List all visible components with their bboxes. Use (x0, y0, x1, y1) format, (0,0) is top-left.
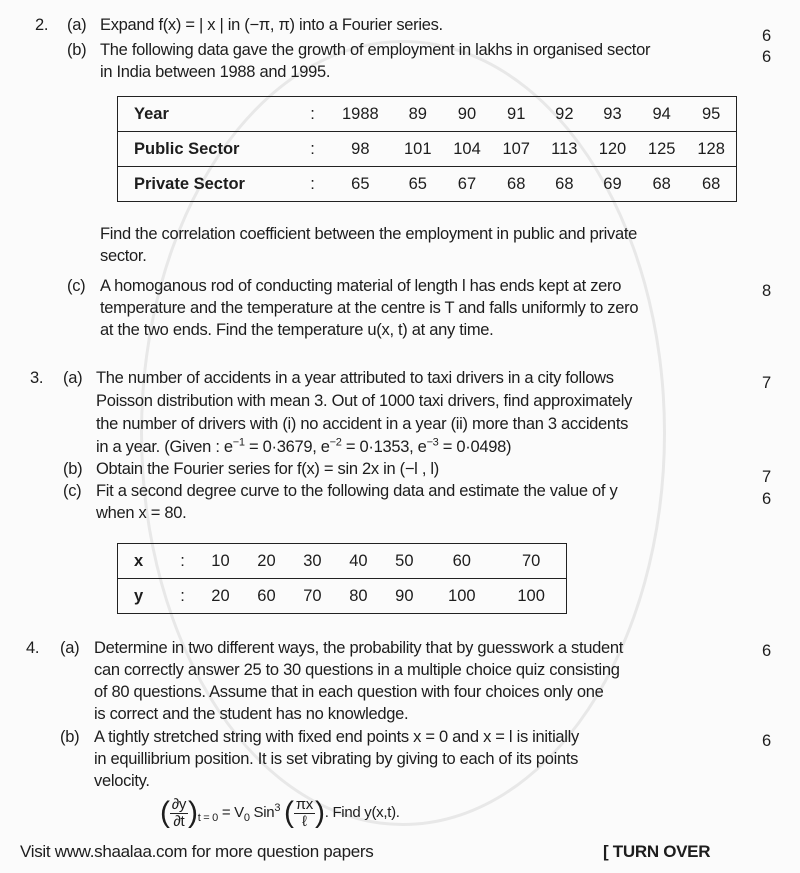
subpart-label: (c) (67, 277, 86, 295)
cell: 67 (442, 167, 491, 202)
cell: 100 (496, 579, 566, 614)
cell: 125 (637, 132, 686, 167)
row-label: x (118, 544, 168, 579)
cell: 60 (243, 579, 289, 614)
employment-table (117, 96, 737, 202)
question-number: 3. (30, 369, 44, 387)
subpart-label: (c) (63, 482, 82, 500)
cell: 90 (442, 97, 491, 132)
row-label: Year (118, 97, 298, 132)
question-text: can correctly answer 25 to 30 questions in a multiple choice quiz consisting (94, 661, 620, 679)
row-label: y (118, 579, 168, 614)
separator: : (298, 167, 328, 202)
xy-data-table (117, 543, 567, 614)
question-text: Find the correlation coefficient between the employment in public and private (100, 225, 638, 243)
marks: 7 (762, 374, 772, 392)
cell: 68 (686, 167, 736, 202)
question-text: in a year. (Given : $e^{-1} = 0\cdot 3679$, $e^{-2} = 0\cdot 1353$, $e^{-3} = 0\cdot 0498$) (96, 436, 512, 456)
subpart-label: (b) (67, 41, 87, 59)
cell: 93 (588, 97, 637, 132)
cell: 40 (335, 544, 381, 579)
subpart-label: (b) (63, 460, 83, 478)
question-text: in equillibrium position. It is set vibrating by giving to each of its points (94, 750, 579, 768)
cell: 69 (588, 167, 637, 202)
separator: : (298, 132, 328, 167)
cell: 20 (198, 579, 244, 614)
question-text: velocity. (94, 772, 150, 790)
question-text: in India between 1988 and 1995. (100, 63, 331, 81)
cell: 90 (381, 579, 427, 614)
marks: 6 (762, 48, 772, 66)
cell: 70 (496, 544, 566, 579)
cell: 1988 (328, 97, 394, 132)
subpart-label: (b) (60, 728, 80, 746)
cell: 91 (492, 97, 541, 132)
cell: 128 (686, 132, 736, 167)
cell: 65 (328, 167, 394, 202)
question-text: Poisson distribution with mean 3. Out of 1000 taxi drivers, find approximately (96, 392, 633, 410)
cell: 60 (427, 544, 496, 579)
cell: 94 (637, 97, 686, 132)
marks: 6 (762, 490, 772, 508)
marks: 8 (762, 282, 772, 300)
question-text: Determine in two different ways, the probability that by guesswork a student (94, 639, 624, 657)
cell: 65 (393, 167, 442, 202)
separator: : (168, 579, 198, 614)
cell: 104 (442, 132, 491, 167)
question-text: The following data gave the growth of employment in lakhs in organised sector (100, 41, 651, 59)
cell: 89 (393, 97, 442, 132)
cell: 80 (335, 579, 381, 614)
question-text: at the two ends. Find the temperature u(x, t) at any time. (100, 321, 494, 339)
cell: 92 (541, 97, 588, 132)
question-text: A homoganous rod of conducting material of length l has ends kept at zero (100, 277, 622, 295)
question-text: is correct and the student has no knowledge. (94, 705, 409, 723)
cell: 113 (541, 132, 588, 167)
row-label: Private Sector (118, 167, 298, 202)
question-text: The number of accidents in a year attributed to taxi drivers in a city follows (96, 369, 614, 387)
marks: 7 (762, 468, 772, 486)
velocity-formula: ( $\frac{\partial y}{\partial t})_{t = 0} = V_0$ Sin$^3$ ( $\frac{\pi x}{\text{ℓ}}$). Find y(x,t). (160, 795, 400, 830)
cell: 50 (381, 544, 427, 579)
question-number: 4. (26, 639, 40, 657)
table-row (118, 132, 737, 167)
cell: 100 (427, 579, 496, 614)
cell: 68 (541, 167, 588, 202)
question-text: sector. (100, 247, 147, 265)
question-text: Fit a second degree curve to the following data and estimate the value of y (96, 482, 618, 500)
marks: 6 (762, 642, 772, 660)
cell: 68 (637, 167, 686, 202)
cell: 101 (393, 132, 442, 167)
question-text: Obtain the Fourier series for f(x) = sin 2x in (−l , l) (96, 460, 439, 478)
row-label: Public Sector (118, 132, 298, 167)
subpart-label: (a) (67, 16, 87, 34)
separator: : (298, 97, 328, 132)
footer-source-link[interactable]: Visit www.shaalaa.com for more question papers (20, 842, 374, 861)
question-text: A tightly stretched string with fixed end points x = 0 and x = l is initially (94, 728, 579, 746)
question-text: when x = 80. (96, 504, 187, 522)
cell: 20 (243, 544, 289, 579)
cell: 70 (289, 579, 335, 614)
marks: 6 (762, 27, 772, 45)
subpart-label: (a) (63, 369, 83, 387)
question-number: 2. (35, 16, 49, 34)
table-row (118, 97, 737, 132)
question-text: the number of drivers with (i) no accident in a year (ii) more than 3 accidents (96, 415, 629, 433)
question-text: Expand f(x) = | x | in (−π, π) into a Fourier series. (100, 16, 443, 34)
question-text: temperature and the temperature at the centre is T and falls uniformly to zero (100, 299, 639, 317)
cell: 98 (328, 132, 394, 167)
separator: : (168, 544, 198, 579)
cell: 30 (289, 544, 335, 579)
cell: 68 (492, 167, 541, 202)
cell: 95 (686, 97, 736, 132)
turn-over-label: [ TURN OVER (603, 842, 711, 861)
cell: 120 (588, 132, 637, 167)
subpart-label: (a) (60, 639, 80, 657)
table-row (118, 167, 737, 202)
marks: 6 (762, 732, 772, 750)
cell: 10 (198, 544, 244, 579)
cell: 107 (492, 132, 541, 167)
question-text: of 80 questions. Assume that in each question with four choices only one (94, 683, 604, 701)
table-row (118, 544, 567, 579)
table-row (118, 579, 567, 614)
